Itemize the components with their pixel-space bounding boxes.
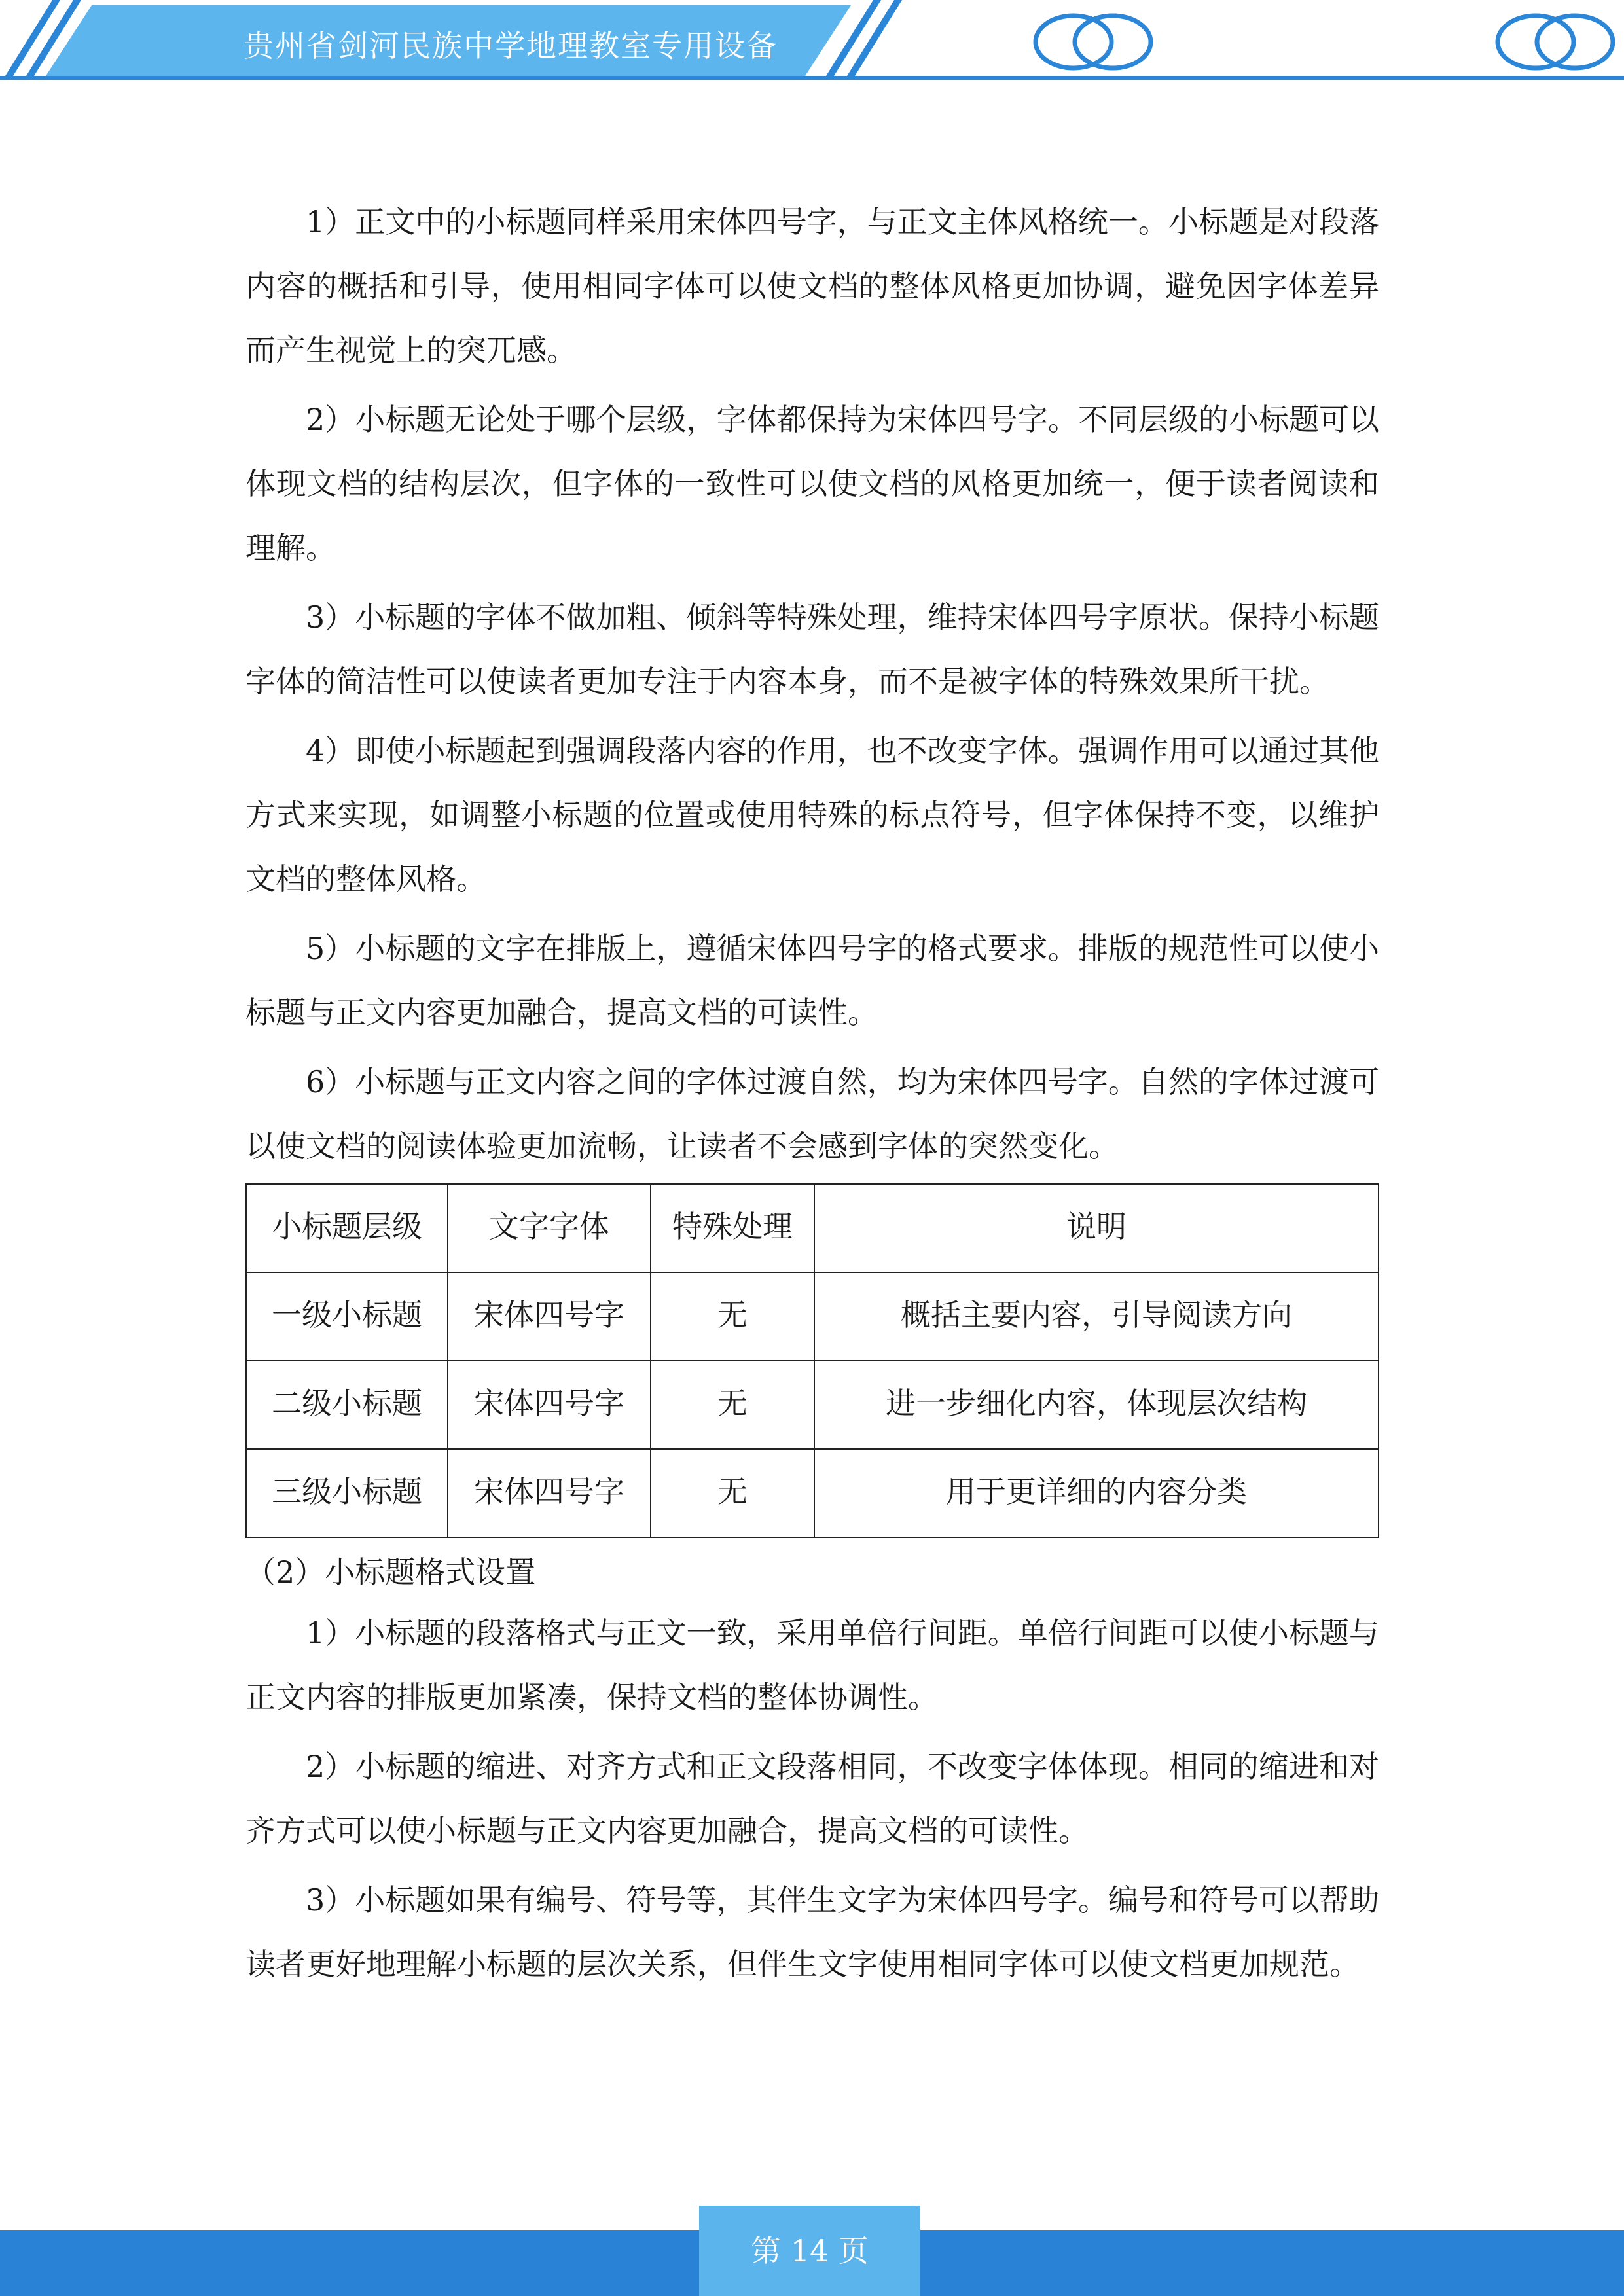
table-header-cell: 说明	[814, 1184, 1379, 1272]
table-row	[246, 1449, 1379, 1537]
document-body	[245, 190, 1379, 2001]
table-cell: 二级小标题	[246, 1361, 448, 1449]
table-cell: 宋体四号字	[448, 1361, 651, 1449]
subheading-format-table	[245, 1183, 1379, 1538]
body-paragraph: 5）小标题的文字在排版上，遵循宋体四号字的格式要求。排版的规范性可以使小标题与正文内容更加融合，提高文档的可读性。	[245, 931, 1379, 1030]
table-cell: 进一步细化内容，体现层次结构	[814, 1361, 1379, 1449]
double-ring-logo-icon	[1498, 16, 1613, 68]
table-cell: 宋体四号字	[448, 1272, 651, 1361]
body-paragraph: 6）小标题与正文内容之间的字体过渡自然，均为宋体四号字。自然的字体过渡可以使文档的阅读体验更加流畅，让读者不会感到字体的突然变化。	[245, 1064, 1379, 1164]
table-cell: 用于更详细的内容分类	[814, 1449, 1379, 1537]
section-heading: （2）小标题格式设置	[245, 1554, 536, 1590]
body-paragraph: 2）小标题的缩进、对齐方式和正文段落相同，不改变字体体现。相同的缩进和对齐方式可以使小标题与正文内容更加融合，提高文档的可读性。	[245, 1749, 1379, 1848]
table-header-cell: 小标题层级	[246, 1184, 448, 1272]
body-paragraph: 3）小标题的字体不做加粗、倾斜等特殊处理，维持宋体四号字原状。保持小标题字体的简洁性可以使读者更加专注于内容本身，而不是被字体的特殊效果所干扰。	[245, 600, 1379, 699]
page-number: 第 14 页	[699, 2206, 920, 2296]
header-underline	[0, 76, 1624, 80]
table-header-row	[246, 1184, 1379, 1272]
table-row	[246, 1361, 1379, 1449]
body-paragraph: 3）小标题如果有编号、符号等，其伴生文字为宋体四号字。编号和符号可以帮助读者更好地理解小标题的层次关系，但伴生文字使用相同字体可以使文档更加规范。	[245, 1882, 1379, 1982]
table-header-cell: 特殊处理	[651, 1184, 814, 1272]
table-row	[246, 1272, 1379, 1361]
table-cell: 无	[651, 1272, 814, 1361]
table-cell: 一级小标题	[246, 1272, 448, 1361]
table-cell: 无	[651, 1361, 814, 1449]
body-paragraph: 1）正文中的小标题同样采用宋体四号字，与正文主体风格统一。小标题是对段落内容的概括和引导，使用相同字体可以使文档的整体风格更加协调，避免因字体差异而产生视觉上的突兀感。	[245, 204, 1379, 368]
double-ring-logo-icon	[1036, 16, 1151, 68]
body-paragraph: 4）即使小标题起到强调段落内容的作用，也不改变字体。强调作用可以通过其他方式来实现，如调整小标题的位置或使用特殊的标点符号，但字体保持不变，以维护文档的整体风格。	[245, 733, 1379, 897]
header-title: 贵州省剑河民族中学地理教室专用设备	[244, 28, 778, 63]
table-cell: 宋体四号字	[448, 1449, 651, 1537]
table-header-cell: 文字字体	[448, 1184, 651, 1272]
table-cell: 无	[651, 1449, 814, 1537]
body-paragraph: 2）小标题无论处于哪个层级，字体都保持为宋体四号字。不同层级的小标题可以体现文档的结构层次，但字体的一致性可以使文档的风格更加统一，便于读者阅读和理解。	[245, 402, 1379, 565]
body-paragraph: 1）小标题的段落格式与正文一致，采用单倍行间距。单倍行间距可以使小标题与正文内容的排版更加紧凑，保持文档的整体协调性。	[245, 1615, 1379, 1715]
table-cell: 概括主要内容，引导阅读方向	[814, 1272, 1379, 1361]
page-header	[0, 0, 1624, 85]
table-cell: 三级小标题	[246, 1449, 448, 1537]
